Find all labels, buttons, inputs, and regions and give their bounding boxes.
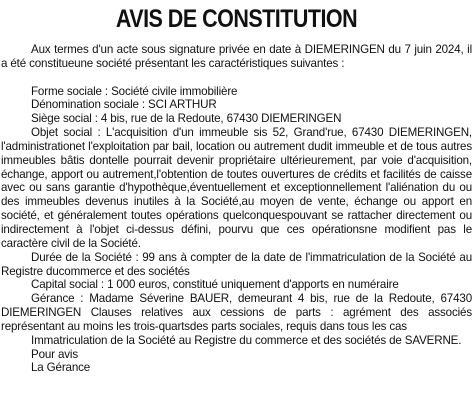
objet-social: Objet social : L'acquisition d'un immeuble sis 52, Grand'rue, 67430 DIEMERINGEN, l'administrationet l'exploitation par bail, location ou autrement dudit immeuble et de tous autres immeubles bâtis dontelle pourrait devenir propriétaire ultérieurement, par voie d'acquisition, échange, apport ou autrement,l'obtention de toutes ouvertures de crédits et facilités de caisse avec ou sans garantie d'hypothèque,éventuellement et exceptionnellement l'aliénation du ou des immeubles devenus inutiles à la Société,au moyen de vente, échange ou apport en société, et généralement toutes opérations quelconquespouvant se rattacher directement ou indirectement à l'objet ci-dessus défini, pourvu que ces opérationsne modifient pas le caractère civil de la Société. bbox=[1, 126, 472, 250]
siege-social: Siège social : 4 bis, rue de la Redoute, 67430 DIEMERINGEN bbox=[31, 112, 342, 126]
immatriculation: Immatriculation de la Société au Registre du commerce et des sociétés de SAVERNE. bbox=[31, 333, 462, 347]
capital-social: Capital social : 1 000 euros, constitué uniquement d'apports en numéraire bbox=[31, 278, 399, 292]
notice-body bbox=[1, 43, 472, 375]
intro-paragraph: Aux termes d'un acte sous signature privée en date à DIEMERINGEN du 7 juin 2024, il a été constitueune société présentant les caractéristiques suivantes : bbox=[1, 43, 472, 70]
gerance: Gérance : Madame Séverine BAUER, demeurant 4 bis, rue de la Redoute, 67430 DIEMERINGEN Clauses relatives aux cessions de parts : agrément des associés représentant au moins les trois-quartsdes parts sociales, requis dans tous les cas bbox=[1, 292, 472, 333]
spacer bbox=[1, 71, 472, 85]
forme-sociale: Forme sociale : Société civile immobilière bbox=[31, 84, 238, 98]
denomination-sociale: Dénomination sociale : SCI ARTHUR bbox=[31, 98, 217, 112]
duree-societe: Durée de la Société : 99 ans à compter de la date de l'immatriculation de la Société au Registre ducommerce et des sociétés bbox=[1, 250, 472, 278]
notice-title: AVIS DE CONSTITUTION bbox=[115, 5, 358, 33]
signature: La Gérance bbox=[31, 361, 91, 375]
pour-avis: Pour avis bbox=[31, 347, 78, 361]
